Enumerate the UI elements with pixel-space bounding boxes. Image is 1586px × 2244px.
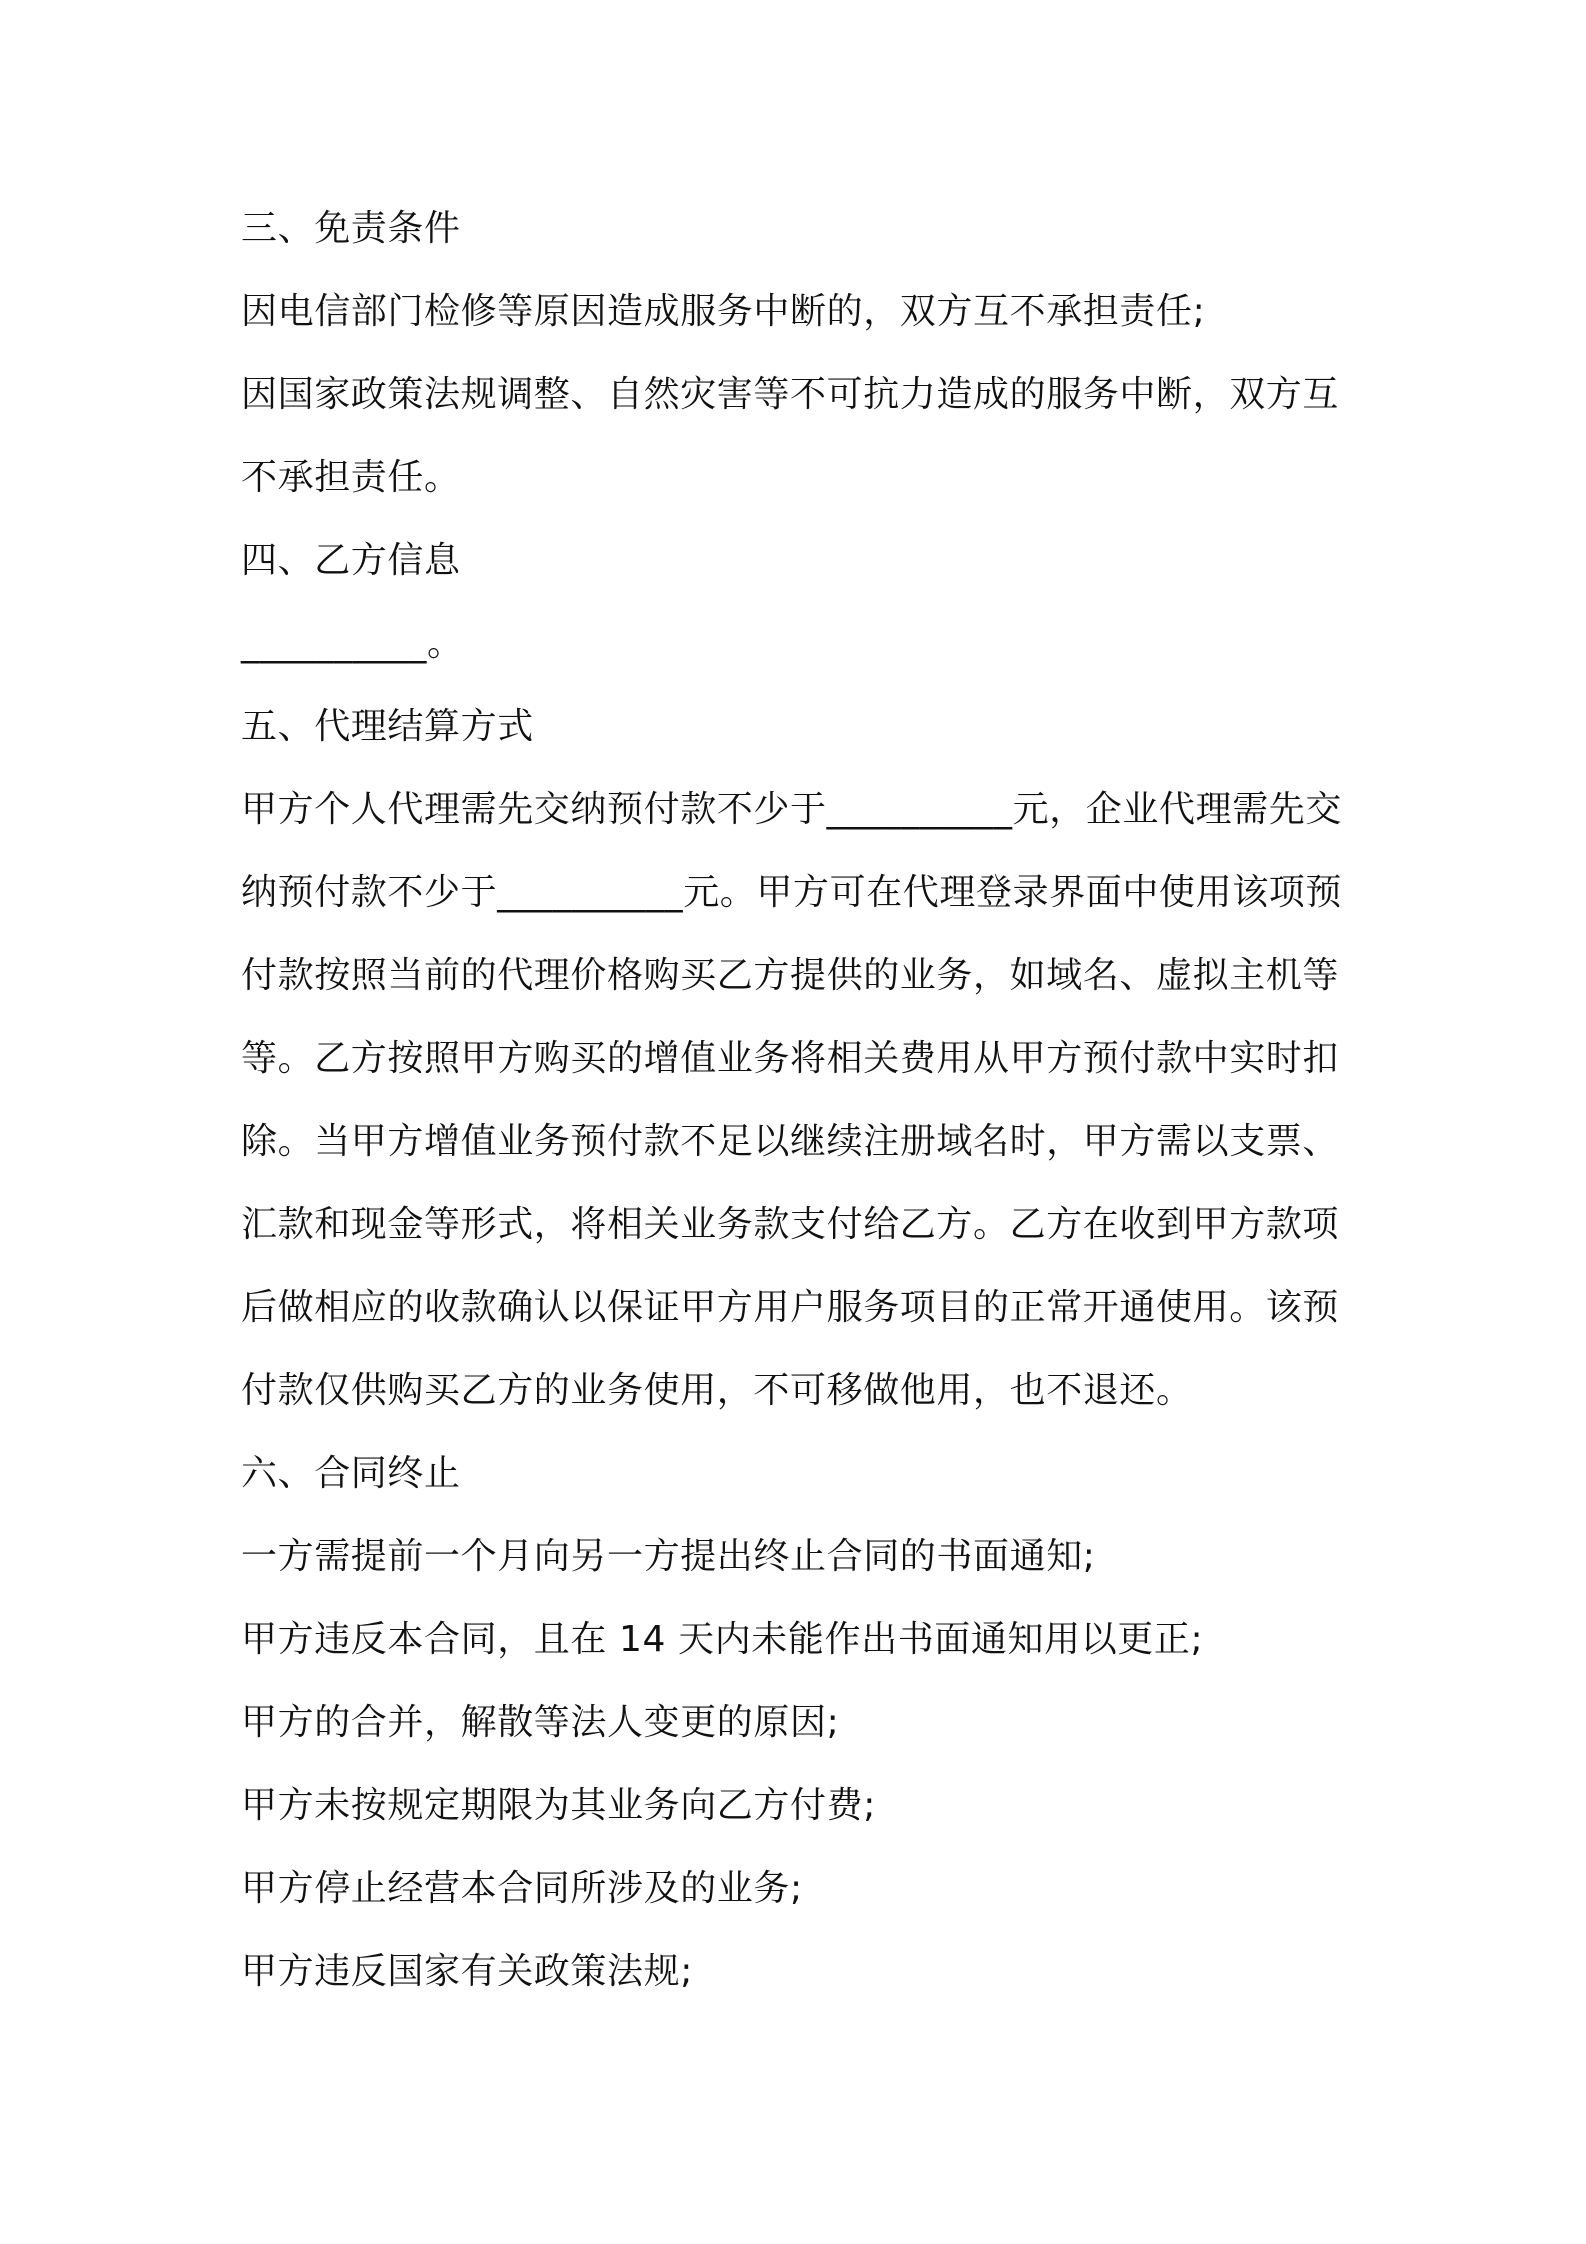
section-heading-termination: 六、合同终止 — [241, 1453, 461, 1494]
termination-item: 甲方违反国家有关政策法规; — [241, 1951, 693, 1992]
paragraph-line: 付款按照当前的代理价格购买乙方提供的业务，如域名、虚拟主机等 — [241, 955, 1340, 996]
section-heading-disclaimer: 三、免责条件 — [241, 208, 461, 249]
section-heading-party-b-info: 四、乙方信息 — [241, 540, 461, 581]
blank-fill-line: __________。 — [241, 623, 464, 664]
paragraph-line: 甲方个人代理需先交纳预付款不少于__________元，企业代理需先交 — [241, 789, 1342, 830]
termination-item: 甲方违反本合同，且在 14 天内未能作出书面通知用以更正; — [241, 1619, 1204, 1660]
paragraph-line: 纳预付款不少于__________元。甲方可在代理登录界面中使用该项预 — [241, 872, 1342, 913]
termination-item: 甲方停止经营本合同所涉及的业务; — [241, 1868, 803, 1909]
paragraph-line: 不承担责任。 — [241, 457, 461, 498]
paragraph-line: 后做相应的收款确认以保证甲方用户服务项目的正常开通使用。该预 — [241, 1287, 1340, 1328]
paragraph-line: 汇款和现金等形式，将相关业务款支付给乙方。乙方在收到甲方款项 — [241, 1204, 1340, 1245]
paragraph-line: 等。乙方按照甲方购买的增值业务将相关费用从甲方预付款中实时扣 — [241, 1038, 1340, 1079]
paragraph-line: 因电信部门检修等原因造成服务中断的，双方互不承担责任; — [241, 291, 1206, 332]
paragraph-line: 付款仅供购买乙方的业务使用，不可移做他用，也不退还。 — [241, 1370, 1193, 1411]
paragraph-line: 除。当甲方增值业务预付款不足以继续注册域名时，甲方需以支票、 — [241, 1121, 1340, 1162]
paragraph-line: 因国家政策法规调整、自然灾害等不可抗力造成的服务中断，双方互 — [241, 374, 1340, 415]
document-body — [241, 204, 1356, 2030]
termination-item: 甲方未按规定期限为其业务向乙方付费; — [241, 1785, 876, 1826]
termination-item: 甲方的合并，解散等法人变更的原因; — [241, 1702, 840, 1743]
termination-item: 一方需提前一个月向另一方提出终止合同的书面通知; — [241, 1536, 1096, 1577]
section-heading-settlement: 五、代理结算方式 — [241, 706, 534, 747]
